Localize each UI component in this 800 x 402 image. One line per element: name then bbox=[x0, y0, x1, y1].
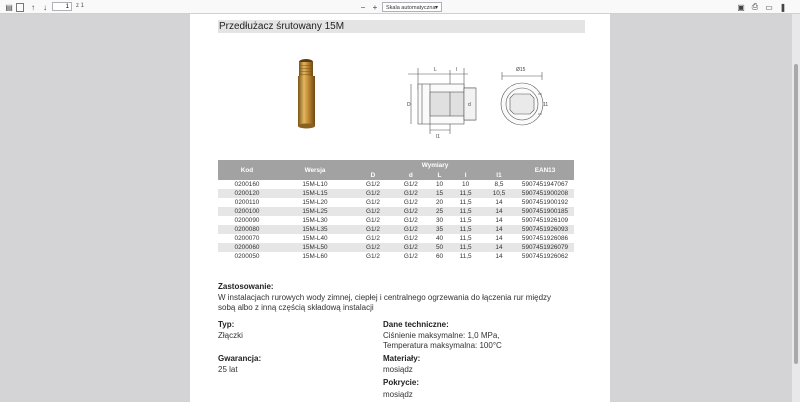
cell-l: 11,5 bbox=[459, 235, 472, 242]
cell-d: G1/2 bbox=[392, 189, 430, 198]
sidebar-icon[interactable] bbox=[16, 3, 24, 12]
table-row bbox=[218, 189, 574, 198]
cell-kod: 0200120 bbox=[218, 189, 276, 198]
page-total: z 1 bbox=[76, 3, 85, 9]
previous-page-icon[interactable]: ↑ bbox=[31, 2, 35, 12]
cell-wersja: 15M-L30 bbox=[302, 217, 328, 224]
dim-label-d: d bbox=[468, 102, 471, 108]
cell-d: G1/2 bbox=[403, 217, 418, 224]
scrollbar[interactable] bbox=[792, 14, 800, 402]
cell-ean: 5907451926093 bbox=[516, 225, 574, 234]
cell-L: 10 bbox=[435, 181, 444, 188]
page-number-input[interactable]: 1 bbox=[52, 2, 72, 11]
dim-label-s: 11 bbox=[543, 102, 549, 108]
cell-d: G1/2 bbox=[403, 181, 418, 188]
cell-l: 11,5 bbox=[459, 217, 472, 224]
product-image bbox=[294, 58, 322, 130]
cell-wersja: 15M-L50 bbox=[276, 243, 354, 252]
dim-label-L: L bbox=[434, 67, 437, 73]
cell-ean: 5907451926109 bbox=[521, 217, 569, 224]
cell-d: G1/2 bbox=[392, 225, 430, 234]
table-row bbox=[218, 234, 574, 243]
cell-wersja: 15M-L20 bbox=[302, 199, 328, 206]
cell-wersja: 15M-L10 bbox=[302, 181, 328, 188]
cell-L: 40 bbox=[435, 235, 444, 242]
col-header-kod: Kod bbox=[218, 160, 276, 180]
cell-d: G1/2 bbox=[403, 235, 418, 242]
cell-kod: 0200080 bbox=[218, 225, 276, 234]
cell-l1: 14 bbox=[482, 207, 516, 216]
zastosowanie-heading: Zastosowanie: bbox=[218, 282, 274, 291]
cell-D: G1/2 bbox=[366, 235, 380, 242]
zastosowanie-text-line1: W instalacjach rurowych wody zimnej, ciepłej i centralnego ogrzewania do łączenia rur między bbox=[218, 293, 552, 302]
cell-l: 11,5 bbox=[449, 243, 482, 252]
cell-d: G1/2 bbox=[403, 253, 418, 260]
cell-l: 11,5 bbox=[459, 253, 472, 260]
pdf-page bbox=[190, 14, 610, 402]
col-header-ean: EAN13 bbox=[516, 160, 574, 180]
cell-D: G1/2 bbox=[354, 207, 392, 216]
cell-L: 50 bbox=[430, 243, 449, 252]
cell-L: 60 bbox=[435, 253, 444, 260]
cell-kod: 0200100 bbox=[218, 207, 276, 216]
cell-L: 15 bbox=[430, 189, 449, 198]
cell-L: 30 bbox=[435, 217, 444, 224]
cell-l: 11,5 bbox=[449, 189, 482, 198]
cell-l: 11,5 bbox=[449, 207, 482, 216]
cell-l: 11,5 bbox=[459, 199, 472, 206]
chevron-down-icon: ▾ bbox=[434, 5, 438, 11]
col-header-l1: l1 bbox=[482, 170, 516, 180]
col-header-D: D bbox=[354, 170, 392, 180]
cell-l1: 14 bbox=[495, 253, 503, 260]
cell-ean: 5907451926079 bbox=[516, 243, 574, 252]
cell-L: 35 bbox=[430, 225, 449, 234]
gwarancja-heading: Gwarancja: bbox=[218, 354, 262, 363]
cell-d: G1/2 bbox=[403, 199, 418, 206]
gwarancja-value: 25 lat bbox=[218, 365, 238, 374]
cell-kod: 0200060 bbox=[218, 243, 276, 252]
table-row bbox=[218, 180, 574, 189]
cell-ean: 5907451900192 bbox=[521, 199, 569, 206]
presentation-icon[interactable]: ▣ bbox=[737, 2, 745, 12]
dim-label-diameter: Ø15 bbox=[516, 67, 526, 73]
col-header-d: d bbox=[392, 170, 430, 180]
typ-heading: Typ: bbox=[218, 320, 235, 329]
cell-l1: 8,5 bbox=[494, 181, 504, 188]
cell-l1: 14 bbox=[495, 235, 503, 242]
cell-kod: 0200050 bbox=[234, 253, 260, 260]
cell-wersja: 15M-L40 bbox=[302, 235, 328, 242]
zoom-out-icon[interactable]: − bbox=[360, 2, 366, 12]
col-header-wymiary: Wymiary bbox=[354, 160, 516, 170]
materialy-value: mosiądz bbox=[383, 365, 413, 374]
cell-D: G1/2 bbox=[354, 243, 392, 252]
cell-wersja: 15M-L25 bbox=[276, 207, 354, 216]
zoom-select[interactable] bbox=[382, 2, 442, 12]
cell-wersja: 15M-L60 bbox=[302, 253, 328, 260]
cell-l1: 14 bbox=[482, 243, 516, 252]
cell-ean: 5907451926086 bbox=[521, 235, 569, 242]
cell-l1: 10,5 bbox=[482, 189, 516, 198]
scroll-thumb[interactable] bbox=[794, 64, 798, 364]
cell-L: 20 bbox=[435, 199, 444, 206]
dane-value-line1: Ciśnienie maksymalne: 1,0 MPa, bbox=[383, 331, 500, 340]
spec-table bbox=[218, 160, 574, 261]
cell-kod: 0200160 bbox=[234, 181, 260, 188]
table-row bbox=[218, 243, 574, 252]
cell-wersja: 15M-L15 bbox=[276, 189, 354, 198]
cell-D: G1/2 bbox=[366, 217, 380, 224]
table-row bbox=[218, 207, 574, 216]
cell-ean: 5907451926062 bbox=[521, 253, 569, 260]
cell-ean: 5907451900208 bbox=[516, 189, 574, 198]
zoom-value: Skala automatyczna bbox=[386, 5, 436, 11]
cell-D: G1/2 bbox=[354, 225, 392, 234]
cell-D: G1/2 bbox=[366, 199, 380, 206]
page-title: Przedłużacz śrutowany 15M bbox=[218, 20, 585, 33]
pokrycie-value: mosiądz bbox=[383, 390, 413, 399]
dane-heading: Dane techniczne: bbox=[383, 320, 449, 329]
next-page-icon[interactable]: ↓ bbox=[43, 2, 47, 12]
pdf-toolbar bbox=[0, 0, 800, 14]
cell-l1: 14 bbox=[495, 199, 503, 206]
col-header-wersja: Wersja bbox=[276, 160, 354, 180]
cell-l: 11,5 bbox=[449, 225, 482, 234]
cell-kod: 0200110 bbox=[234, 199, 260, 206]
print-icon[interactable]: ⎙ bbox=[751, 2, 759, 11]
dim-label-D: D bbox=[407, 102, 411, 108]
cell-l1: 14 bbox=[495, 217, 503, 224]
cell-D: G1/2 bbox=[366, 253, 380, 260]
cell-L: 25 bbox=[430, 207, 449, 216]
cell-ean: 5907451947067 bbox=[521, 181, 569, 188]
typ-value: Złączki bbox=[218, 331, 243, 340]
dane-value-line2: Temperatura maksymalna: 100°C bbox=[383, 341, 502, 350]
cell-d: G1/2 bbox=[392, 243, 430, 252]
cell-l1: 14 bbox=[482, 225, 516, 234]
col-header-l: l bbox=[449, 170, 482, 180]
cell-kod: 0200070 bbox=[234, 235, 260, 242]
sidebar-toggle-icon[interactable]: ▤ bbox=[5, 2, 13, 12]
table-row bbox=[218, 225, 574, 234]
materialy-heading: Materiały: bbox=[383, 354, 421, 363]
table-row bbox=[218, 198, 574, 207]
dim-label-l1: l1 bbox=[436, 134, 440, 140]
cell-d: G1/2 bbox=[392, 207, 430, 216]
table-row bbox=[218, 216, 574, 225]
pokrycie-heading: Pokrycie: bbox=[383, 378, 420, 387]
dim-label-l: l bbox=[456, 67, 458, 73]
zoom-in-icon[interactable]: + bbox=[372, 2, 378, 12]
cell-l: 10 bbox=[462, 181, 470, 188]
technical-drawing bbox=[406, 62, 556, 142]
cell-wersja: 15M-L35 bbox=[276, 225, 354, 234]
cell-ean: 5907451900185 bbox=[516, 207, 574, 216]
cell-D: G1/2 bbox=[366, 181, 380, 188]
save-icon[interactable]: ▭ bbox=[765, 2, 773, 12]
col-header-L: L bbox=[430, 170, 449, 180]
cell-kod: 0200090 bbox=[234, 217, 260, 224]
cell-D: G1/2 bbox=[354, 189, 392, 198]
table-row bbox=[218, 252, 574, 261]
zastosowanie-text-line2: sobą albo z inną częścią składową instalacji bbox=[218, 303, 374, 312]
bookmark-icon[interactable]: ❚ bbox=[779, 2, 787, 12]
